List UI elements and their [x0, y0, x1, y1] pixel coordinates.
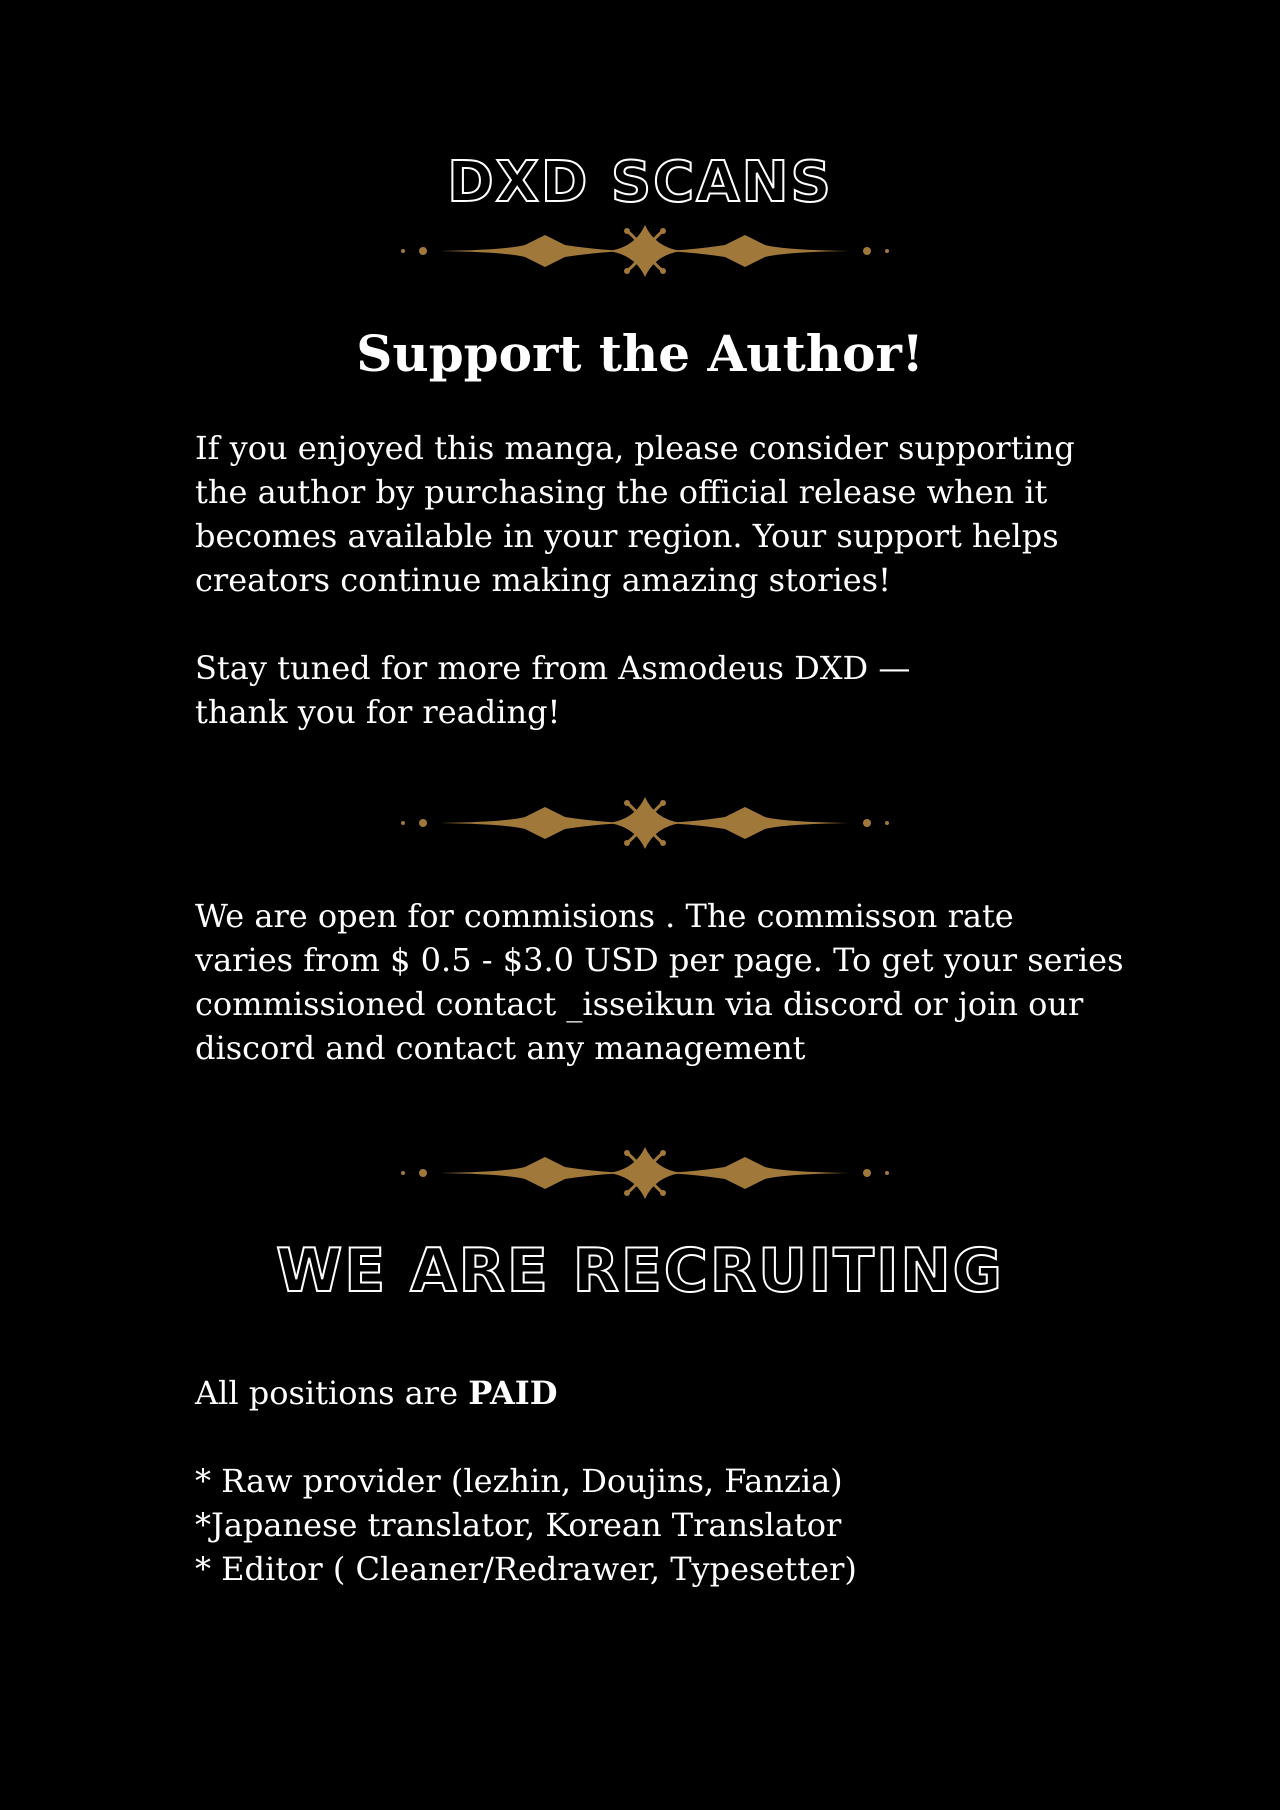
recruiting-title: WE ARE RECRUITING — [276, 1236, 1004, 1306]
paid-line — [195, 1371, 1135, 1415]
paid-statement — [195, 1371, 1135, 1415]
thanks-line: thank you for reading! — [195, 693, 561, 731]
support-line: creators continue making amazing stories! — [195, 561, 891, 599]
support-line: If you enjoyed this manga, please consider supporting — [195, 429, 1075, 467]
position-item: *Japanese translator, Korean Translator — [195, 1506, 842, 1544]
commission-line: We are open for commisions . The commisson rate — [195, 897, 1014, 935]
gold-divider-ornament-icon — [395, 793, 895, 853]
position-item: * Raw provider (lezhin, Doujins, Fanzia) — [195, 1462, 843, 1500]
support-line: becomes available in your region. Your support helps — [195, 517, 1059, 555]
positions-list — [195, 1459, 1135, 1591]
commission-line: discord and contact any management — [195, 1029, 806, 1067]
support-paragraph — [195, 426, 1135, 602]
thanks-paragraph — [195, 646, 1135, 734]
commission-line: commissioned contact _isseikun via discord or join our — [195, 985, 1084, 1023]
commission-line: varies from $ 0.5 - $3.0 USD per page. To get your series — [195, 941, 1124, 979]
gold-divider-ornament-icon — [395, 1143, 895, 1203]
gold-divider-ornament-icon — [395, 221, 895, 281]
paid-emphasis: PAID — [468, 1374, 558, 1412]
position-item: * Editor ( Cleaner/Redrawer, Typesetter) — [195, 1550, 857, 1588]
brand-title: DXD SCANS — [447, 150, 833, 215]
support-line: the author by purchasing the official release when it — [195, 473, 1048, 511]
commissions-paragraph — [195, 894, 1135, 1070]
paid-prefix: All positions are — [195, 1374, 469, 1412]
support-heading: Support the Author! — [356, 324, 924, 383]
thanks-line: Stay tuned for more from Asmodeus DXD — — [195, 649, 911, 687]
